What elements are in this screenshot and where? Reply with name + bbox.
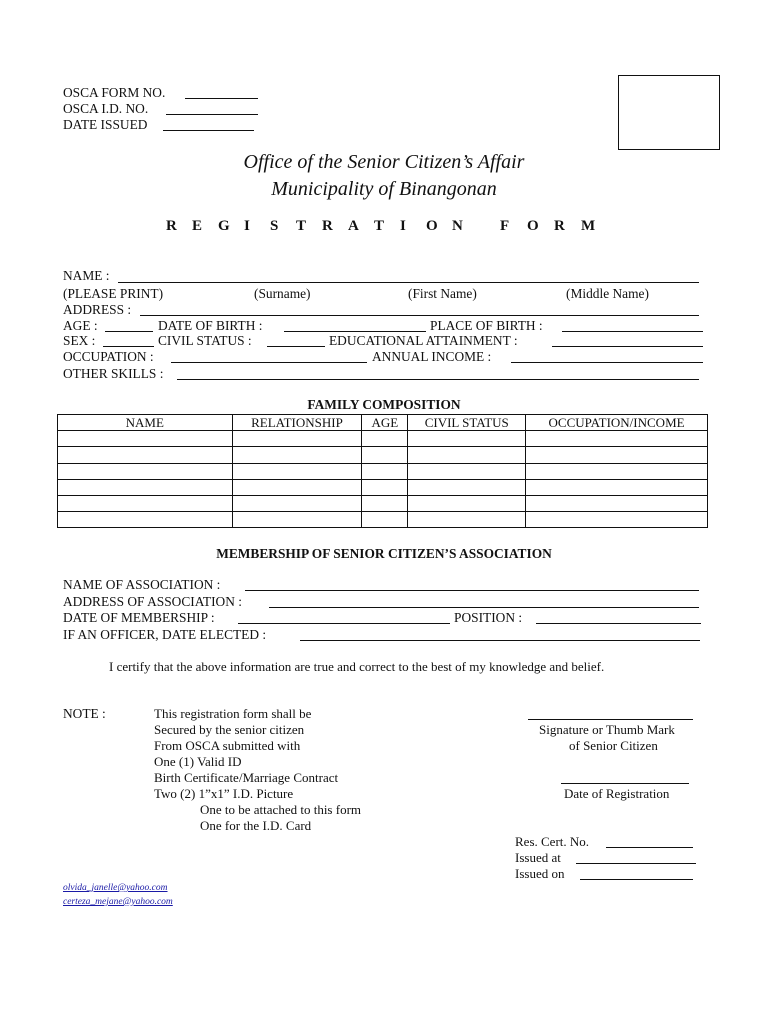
title-letter: G xyxy=(218,218,230,234)
dob-field[interactable] xyxy=(284,330,426,332)
title-letter: S xyxy=(270,218,279,234)
title-letter: O xyxy=(426,218,438,234)
address-field[interactable] xyxy=(140,314,699,316)
table-cell[interactable] xyxy=(526,463,708,479)
table-cell[interactable] xyxy=(408,495,526,511)
officer-date-field[interactable] xyxy=(300,639,700,641)
association-address-label: ADDRESS OF ASSOCIATION : xyxy=(63,594,242,609)
table-row xyxy=(58,512,708,528)
table-cell[interactable] xyxy=(526,512,708,528)
email-link[interactable]: certeza_mejane@yahoo.com xyxy=(63,897,173,907)
position-field[interactable] xyxy=(536,622,701,624)
issued-on-label: Issued on xyxy=(515,866,565,881)
issued-at-field[interactable] xyxy=(576,862,696,864)
first-name-label: (First Name) xyxy=(408,286,477,301)
title-letter: M xyxy=(581,218,596,234)
sex-label: SEX : xyxy=(63,333,96,348)
sex-field[interactable] xyxy=(103,345,154,347)
note-sub-line: One to be attached to this form xyxy=(200,802,362,817)
table-cell[interactable] xyxy=(362,431,408,447)
note-line: Birth Certificate/Marriage Contract xyxy=(154,770,339,785)
note-sub-line: One for the I.D. Card xyxy=(200,818,312,833)
table-cell[interactable] xyxy=(232,447,362,463)
position-label: POSITION : xyxy=(454,610,523,625)
table-cell[interactable] xyxy=(362,447,408,463)
table-cell[interactable] xyxy=(58,495,233,511)
occupation-label: OCCUPATION : xyxy=(63,349,154,364)
certification-statement: I certify that the above information are true and correct to the best of my knowledge and belief. xyxy=(109,659,605,674)
date-issued-label: DATE ISSUED xyxy=(63,117,148,132)
table-cell[interactable] xyxy=(408,447,526,463)
table-row xyxy=(58,479,708,495)
column-header-civil-status: CIVIL STATUS xyxy=(408,415,526,431)
table-cell[interactable] xyxy=(58,431,233,447)
association-name-field[interactable] xyxy=(245,589,699,591)
title-letter: T xyxy=(374,218,385,234)
osca-form-no-field[interactable] xyxy=(185,97,258,99)
table-cell[interactable] xyxy=(408,512,526,528)
association-name-label: NAME OF ASSOCIATION : xyxy=(63,577,221,592)
officer-date-label: IF AN OFFICER, DATE ELECTED : xyxy=(63,627,267,642)
table-cell[interactable] xyxy=(362,495,408,511)
table-row xyxy=(58,447,708,463)
other-skills-field[interactable] xyxy=(177,378,699,380)
education-label: EDUCATIONAL ATTAINMENT : xyxy=(329,333,518,348)
family-composition-table xyxy=(57,414,708,528)
table-cell[interactable] xyxy=(408,463,526,479)
dob-label: DATE OF BIRTH : xyxy=(158,318,263,333)
annual-income-field[interactable] xyxy=(511,361,703,363)
title-letter: E xyxy=(192,218,203,234)
note-line: This registration form shall be xyxy=(154,706,312,721)
table-cell[interactable] xyxy=(58,512,233,528)
note-line: Secured by the senior citizen xyxy=(154,722,305,737)
age-field[interactable] xyxy=(105,330,153,332)
title-letter: T xyxy=(296,218,307,234)
table-cell[interactable] xyxy=(232,479,362,495)
id-photo-box xyxy=(618,75,720,150)
signature-label: Signature or Thumb Mark xyxy=(539,722,675,737)
pob-field[interactable] xyxy=(562,330,703,332)
name-field[interactable] xyxy=(118,281,699,283)
signature-label-2: of Senior Citizen xyxy=(569,738,658,753)
title-letter: R xyxy=(322,218,333,234)
table-cell[interactable] xyxy=(232,463,362,479)
table-cell[interactable] xyxy=(408,479,526,495)
occupation-field[interactable] xyxy=(171,361,367,363)
title-letter: A xyxy=(348,218,359,234)
address-label: ADDRESS : xyxy=(63,302,132,317)
title-letter: I xyxy=(244,218,250,234)
table-cell[interactable] xyxy=(362,463,408,479)
note-line: One (1) Valid ID xyxy=(154,754,242,769)
association-address-field[interactable] xyxy=(269,606,699,608)
membership-date-label: DATE OF MEMBERSHIP : xyxy=(63,610,215,625)
registration-form-title xyxy=(166,218,608,235)
res-cert-label: Res. Cert. No. xyxy=(515,834,590,849)
res-cert-field[interactable] xyxy=(606,846,693,848)
osca-form-no-label: OSCA FORM NO. xyxy=(63,85,166,100)
table-row xyxy=(58,431,708,447)
note-line: Two (2) 1”x1” I.D. Picture xyxy=(154,786,294,801)
civil-status-label: CIVIL STATUS : xyxy=(158,333,252,348)
table-cell[interactable] xyxy=(58,463,233,479)
table-cell[interactable] xyxy=(232,512,362,528)
table-cell[interactable] xyxy=(408,431,526,447)
table-cell[interactable] xyxy=(58,479,233,495)
name-label: NAME : xyxy=(63,268,110,283)
date-issued-field[interactable] xyxy=(163,129,254,131)
issued-on-field[interactable] xyxy=(580,878,693,880)
title-letter: F xyxy=(500,218,510,234)
email-link[interactable]: olvida_janelle@yahoo.com xyxy=(63,883,168,893)
pob-label: PLACE OF BIRTH : xyxy=(430,318,543,333)
title-letter: O xyxy=(527,218,539,234)
table-cell[interactable] xyxy=(526,447,708,463)
membership-date-field[interactable] xyxy=(238,622,450,624)
title-letter: R xyxy=(166,218,177,234)
civil-status-field[interactable] xyxy=(267,345,325,347)
office-name: Office of the Senior Citizen’s Affair xyxy=(243,151,525,173)
please-print-label: (PLEASE PRINT) xyxy=(63,286,164,301)
table-cell[interactable] xyxy=(526,495,708,511)
column-header-age: AGE xyxy=(362,415,408,431)
note-line: From OSCA submitted with xyxy=(154,738,301,753)
note-label: NOTE : xyxy=(63,706,106,721)
table-cell[interactable] xyxy=(232,495,362,511)
surname-label: (Surname) xyxy=(254,286,311,301)
membership-title: MEMBERSHIP OF SENIOR CITIZEN’S ASSOCIATION xyxy=(216,546,552,561)
table-cell[interactable] xyxy=(526,431,708,447)
table-cell[interactable] xyxy=(526,479,708,495)
signature-field[interactable] xyxy=(528,718,693,720)
municipality-name: Municipality of Binangonan xyxy=(271,178,497,200)
table-cell[interactable] xyxy=(362,479,408,495)
other-skills-label: OTHER SKILLS : xyxy=(63,366,164,381)
age-label: AGE : xyxy=(63,318,98,333)
table-cell[interactable] xyxy=(362,512,408,528)
title-letter: N xyxy=(452,218,463,234)
column-header-name: NAME xyxy=(58,415,233,431)
osca-id-no-field[interactable] xyxy=(166,113,258,115)
table-cell[interactable] xyxy=(58,447,233,463)
osca-id-no-label: OSCA I.D. NO. xyxy=(63,101,149,116)
table-cell[interactable] xyxy=(232,431,362,447)
education-field[interactable] xyxy=(552,345,703,347)
annual-income-label: ANNUAL INCOME : xyxy=(372,349,492,364)
registration-date-field[interactable] xyxy=(561,782,689,784)
registration-date-label: Date of Registration xyxy=(564,786,670,801)
column-header-occupation-income: OCCUPATION/INCOME xyxy=(526,415,708,431)
table-header-row xyxy=(58,415,708,431)
middle-name-label: (Middle Name) xyxy=(566,286,649,301)
family-composition-title: FAMILY COMPOSITION xyxy=(307,397,461,412)
title-letter: R xyxy=(554,218,565,234)
table-row xyxy=(58,495,708,511)
issued-at-label: Issued at xyxy=(515,850,561,865)
table-row xyxy=(58,463,708,479)
title-letter: I xyxy=(400,218,406,234)
column-header-relationship: RELATIONSHIP xyxy=(232,415,362,431)
